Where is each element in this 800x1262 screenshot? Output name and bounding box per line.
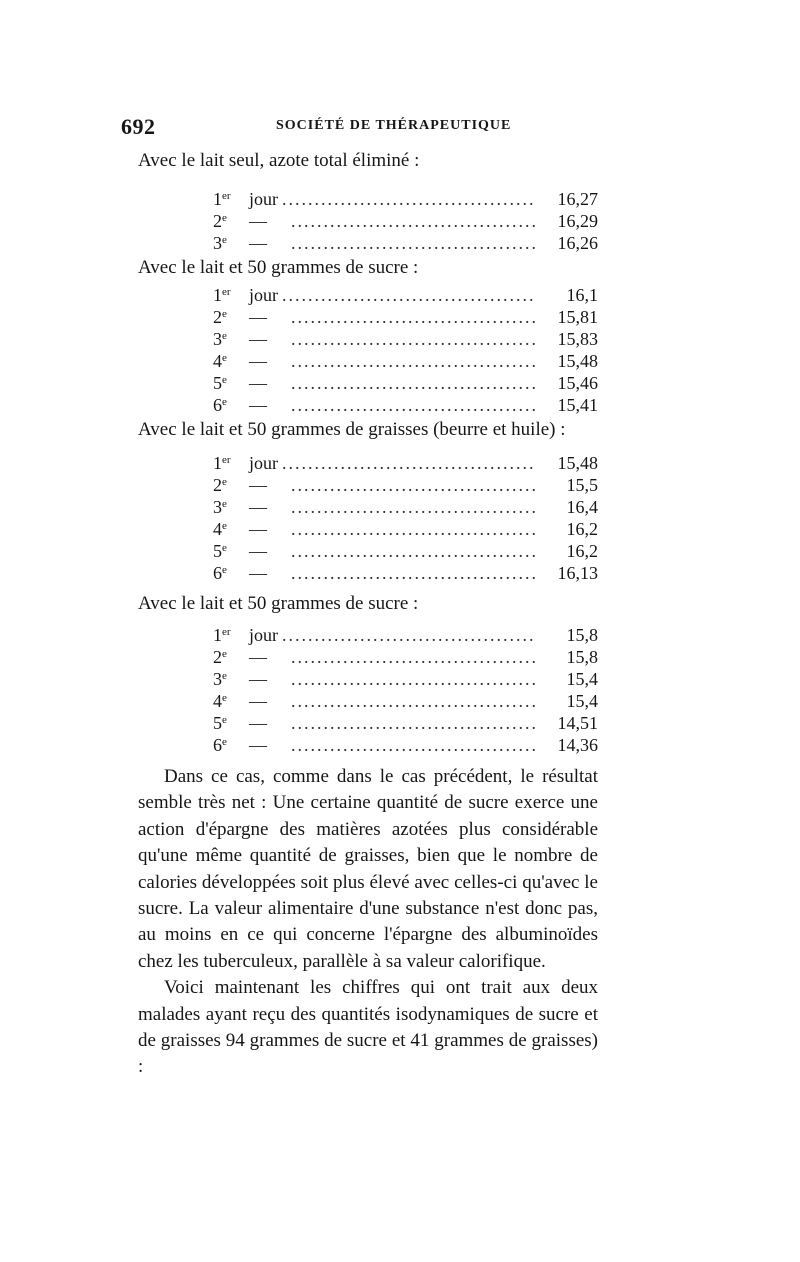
table-lait-sucre-1 [213,284,598,416]
nitrogen-value: 16,2 [566,519,598,539]
dot-leader [291,562,536,584]
table-row [213,372,598,394]
table-row [213,518,598,540]
day-label: 1er [213,453,231,473]
day-label: 1er [213,625,231,645]
ditto-dash: — [249,211,267,231]
nitrogen-value: 15,4 [566,669,598,689]
dot-leader [291,328,536,350]
nitrogen-value: 15,48 [557,453,598,473]
table-row [213,712,598,734]
dot-leader [291,350,536,372]
dot-leader [291,394,536,416]
ditto-dash: — [249,497,267,517]
section-intro-4: Avec le lait et 50 grammes de sucre : [138,593,419,614]
day-label: 2e [213,647,227,667]
table-row [213,232,598,254]
day-label: 6e [213,563,227,583]
nitrogen-value: 16,2 [566,541,598,561]
nitrogen-value: 14,51 [557,713,598,733]
table-row [213,668,598,690]
dot-leader [291,540,536,562]
day-label: 3e [213,233,227,253]
page-number: 692 [121,114,156,139]
dot-leader [282,452,536,474]
nitrogen-value: 16,4 [566,497,598,517]
table-row [213,624,598,646]
day-label: 4e [213,351,227,371]
section-intro-3: Avec le lait et 50 grammes de graisses (beurre et huile) : [138,419,566,440]
day-word: jour [249,285,278,305]
nitrogen-value: 15,46 [557,373,598,393]
nitrogen-value: 16,29 [557,211,598,231]
table-row [213,306,598,328]
day-label: 3e [213,497,227,517]
day-label: 2e [213,211,227,231]
dot-leader [291,518,536,540]
ditto-dash: — [249,351,267,371]
table-row [213,328,598,350]
nitrogen-value: 15,8 [566,647,598,667]
nitrogen-value: 15,81 [557,307,598,327]
day-label: 3e [213,329,227,349]
day-label: 6e [213,395,227,415]
dot-leader [291,668,536,690]
day-label: 6e [213,735,227,755]
section-intro-1: Avec le lait seul, azote total éliminé : [138,150,420,171]
dot-leader [291,712,536,734]
nitrogen-value: 15,83 [557,329,598,349]
table-row [213,646,598,668]
table-row [213,394,598,416]
nitrogen-value: 16,13 [557,563,598,583]
nitrogen-value: 15,4 [566,691,598,711]
dot-leader [291,372,536,394]
table-row [213,540,598,562]
day-label: 4e [213,519,227,539]
table-row [213,210,598,232]
ditto-dash: — [249,233,267,253]
dot-leader [291,646,536,668]
ditto-dash: — [249,395,267,415]
table-row [213,734,598,756]
ditto-dash: — [249,329,267,349]
dot-leader [282,188,536,210]
table-row [213,690,598,712]
table-row [213,496,598,518]
dot-leader [291,210,536,232]
ditto-dash: — [249,307,267,327]
ditto-dash: — [249,373,267,393]
running-title: SOCIÉTÉ DE THÉRAPEUTIQUE [276,118,512,133]
day-label: 3e [213,669,227,689]
ditto-dash: — [249,563,267,583]
dot-leader [291,690,536,712]
dot-leader [291,496,536,518]
table-row [213,350,598,372]
table-row [213,284,598,306]
table-lait-graisses [213,452,598,584]
day-word: jour [249,453,278,473]
day-label: 1er [213,189,231,209]
nitrogen-value: 15,5 [566,475,598,495]
ditto-dash: — [249,669,267,689]
page-header [121,114,643,140]
nitrogen-value: 14,36 [557,735,598,755]
nitrogen-value: 16,26 [557,233,598,253]
table-row [213,562,598,584]
ditto-dash: — [249,647,267,667]
ditto-dash: — [249,735,267,755]
table-lait-sucre-2 [213,624,598,756]
section-intro-2: Avec le lait et 50 grammes de sucre : [138,257,419,278]
day-label: 5e [213,713,227,733]
ditto-dash: — [249,519,267,539]
dot-leader [282,624,536,646]
day-label: 2e [213,307,227,327]
dot-leader [291,474,536,496]
body-text [138,764,598,1081]
day-label: 2e [213,475,227,495]
nitrogen-value: 15,48 [557,351,598,371]
day-label: 4e [213,691,227,711]
nitrogen-value: 15,41 [557,395,598,415]
day-label: 5e [213,373,227,393]
body-paragraph-2: Voici maintenant les chiffres qui ont trait aux deux malades ayant reçu des quantités isodynamiques de sucre et de graisses 94 grammes de sucre et 41 grammes de graisses) : [138,977,598,1078]
table-row [213,452,598,474]
ditto-dash: — [249,541,267,561]
nitrogen-value: 16,1 [566,285,598,305]
dot-leader [291,306,536,328]
ditto-dash: — [249,475,267,495]
dot-leader [282,284,536,306]
nitrogen-value: 16,27 [557,189,598,209]
ditto-dash: — [249,691,267,711]
day-word: jour [249,189,278,209]
day-label: 5e [213,541,227,561]
nitrogen-value: 15,8 [566,625,598,645]
day-word: jour [249,625,278,645]
dot-leader [291,734,536,756]
ditto-dash: — [249,713,267,733]
table-row [213,188,598,210]
table-lait-seul [213,188,598,254]
dot-leader [291,232,536,254]
day-label: 1er [213,285,231,305]
table-row [213,474,598,496]
body-paragraph-1: Dans ce cas, comme dans le cas précédent, le résultat semble très net : Une certaine quantité de sucre exerce une action d'épargne des matières azotées plus considérable qu'une même quantité de graisses, bien que le nombre de calories développées soit plus élevé avec celles-ci qu'avec le sucre. La valeur alimentaire d'une substance n'est donc pas, au moins en ce qui concerne l'épargne des albuminoïdes chez les tuberculeux, parallèle à sa valeur calorifique. [138,766,598,972]
